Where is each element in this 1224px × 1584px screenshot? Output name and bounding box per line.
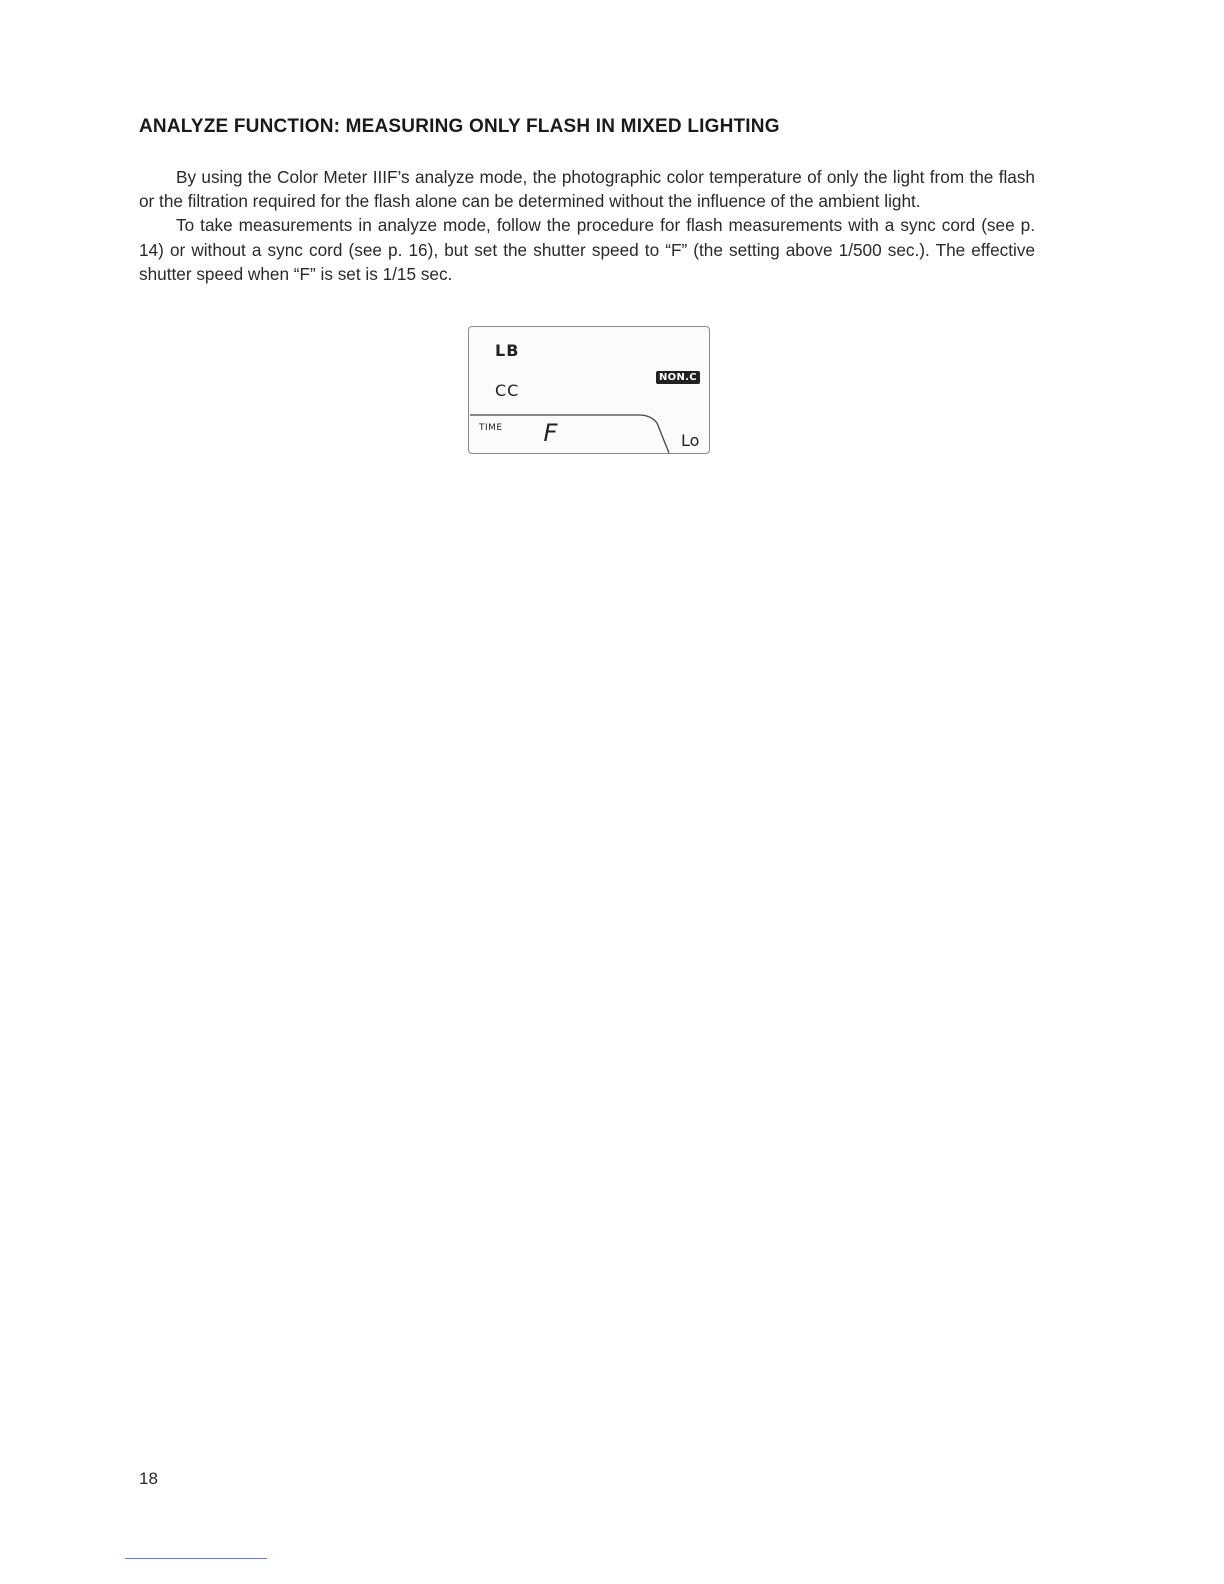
bottom-rule: [125, 1558, 267, 1559]
section-heading: ANALYZE FUNCTION: MEASURING ONLY FLASH IN MIXED LIGHTING: [139, 116, 780, 137]
lcd-lb-label: LB: [495, 341, 520, 360]
lcd-display-illustration: [468, 326, 710, 454]
body-text: [139, 165, 1035, 286]
lcd-nonc-badge: NON.C: [656, 371, 700, 384]
paragraph-analyze-intro: By using the Color Meter IIIF’s analyze mode, the photographic color temperature of only the light from the flash or the filtration required for the flash alone can be determined without the influence of the ambient light.: [139, 167, 1035, 212]
lcd-time-label: TIME: [479, 423, 503, 433]
paragraph-analyze-procedure: To take measurements in analyze mode, follow the procedure for flash measurements with a sync cord (see p. 14) or without a sync cord (see p. 16), but set the shutter speed to “F” (the setting above 1/500 sec.). The effective shutter speed when “F” is set is 1/15 sec.: [139, 215, 1035, 284]
lcd-cc-label: CC: [495, 381, 520, 400]
lcd-shutter-value: F: [543, 419, 558, 447]
page-number: 18: [139, 1469, 158, 1488]
lcd-lo-label: Lo: [681, 431, 700, 450]
